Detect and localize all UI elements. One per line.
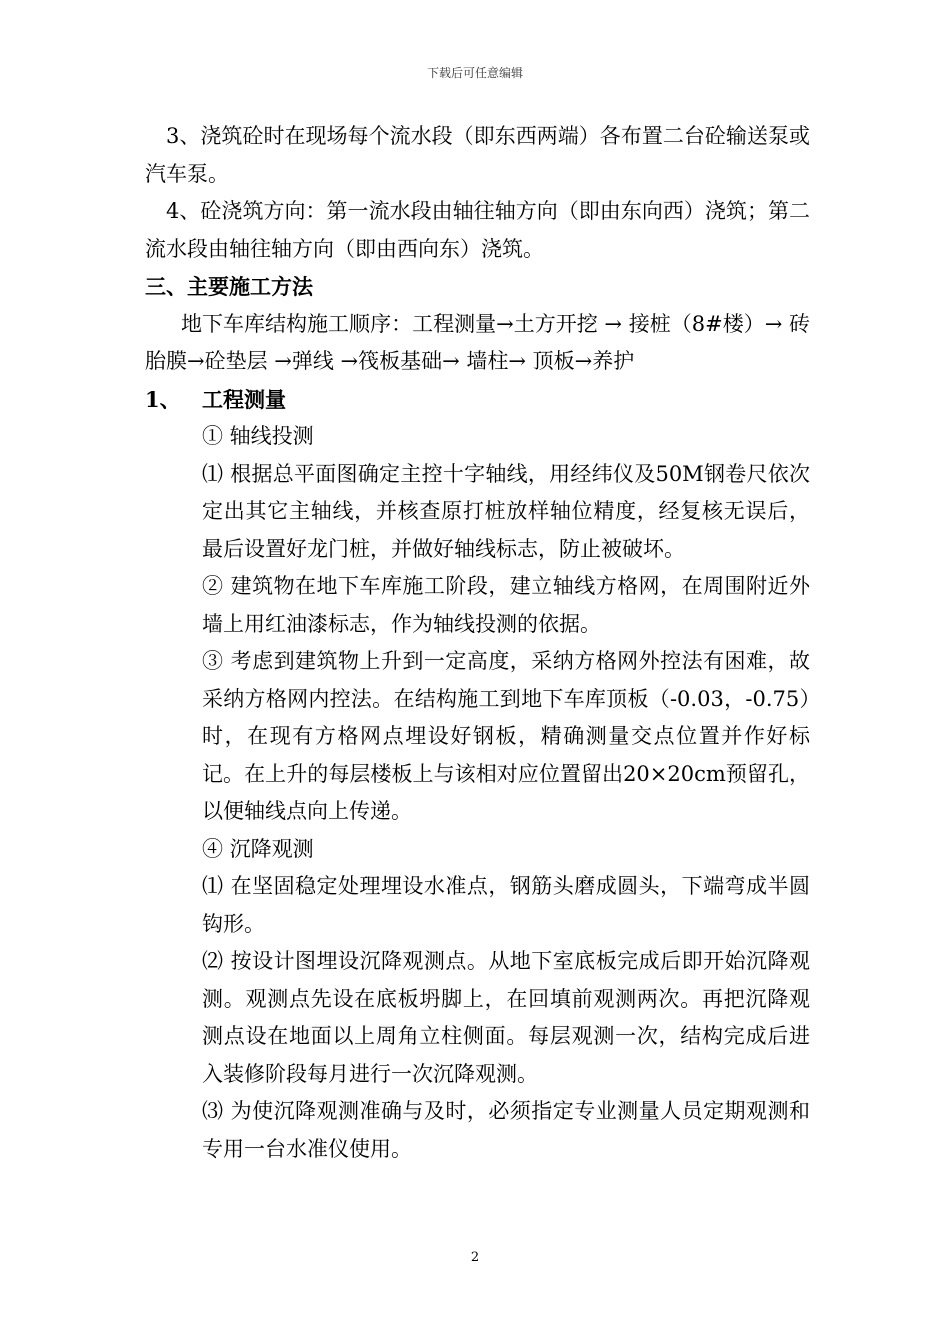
item-internal-control: ③ 考虑到建筑物上升到一定高度，采纳方格网外控法有困难，故采纳方格网内控法。在结构施工到地下车库顶板（-0.03，-0.75）时，在现有方格网点埋设好钢板，精确测量交点位置并作好标记。在上升的每层楼板上与该相对应位置留出20×20cm预留孔，以便轴线点向上传递。 [202,649,810,823]
item-settlement-step-2: ⑵ 按设计图埋设沉降观测点。从地下室底板完成后即开始沉降观测。观测点先设在底板坍脚上，在回填前观测两次。再把沉降观测点设在地面以上周角立柱侧面。每层观测一次，结构完成后进入装修阶段每月进行一次沉降观测。 [202,949,810,1086]
item-axis-grid: ② 建筑物在地下车库施工阶段，建立轴线方格网，在周围附近外墙上用红油漆标志，作为轴线投测的依据。 [202,574,810,636]
subsection-number: 1、 [145,386,181,412]
item-settlement-step-3: ⑶ 为使沉降观测准确与及时，必须指定专业测量人员定期观测和专用一台水准仪使用。 [202,1099,810,1161]
document-body [145,118,810,1168]
page-number: 2 [470,1250,480,1265]
item-axis-step-1: ⑴ 根据总平面图确定主控十字轴线，用经纬仪及50M钢卷尺依次定出其它主轴线，并核查原打桩放样轴位精度，经复核无误后，最后设置好龙门桩，并做好轴线标志，防止被破坏。 [202,461,810,561]
paragraph-pour-pumps: 3、浇筑砼时在现场每个流水段（即东西两端）各布置二台砼输送泵或汽车泵。 [145,124,810,186]
section-heading-main-methods: 三、主要施工方法 [145,274,313,299]
item-axis-projection: ① 轴线投测 [202,424,314,448]
item-settlement-step-1: ⑴ 在坚固稳定处理埋设水准点，钢筋头磨成圆头，下端弯成半圆钩形。 [202,874,810,936]
subsection-heading-survey [145,381,810,419]
subsection-title: 工程测量 [202,386,286,412]
paragraph-construction-sequence: 地下车库结构施工顺序：工程测量→土方开挖 → 接桩（8#楼）→ 砖胎膜→砼垫层 →弹线 →筏板基础→ 墙柱→ 顶板→养护 [145,311,810,373]
item-settlement-observation: ④ 沉降观测 [202,836,314,861]
page-header: 下载后可任意编辑 [426,66,523,80]
paragraph-pour-direction: 4、砼浇筑方向：第一流水段由轴往轴方向（即由东向西）浇筑；第二流水段由轴往轴方向（即由西向东）浇筑。 [145,199,810,261]
